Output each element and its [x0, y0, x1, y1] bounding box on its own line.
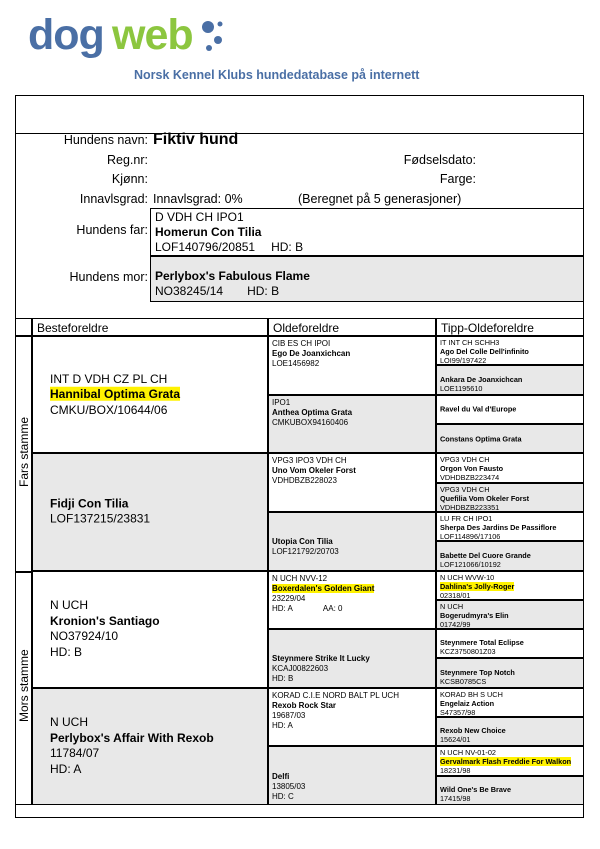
ancestor-reg: NO37924/10 [50, 629, 119, 644]
ancestor-name: Ravel du Val d'Europe [440, 404, 517, 414]
ancestor-hd: HD: A [50, 761, 82, 776]
g3-ancestor-cell[interactable] [436, 541, 584, 570]
ancestor-titles: N UCH [440, 601, 464, 611]
farge-label: Farge: [439, 172, 476, 186]
ancestor-name: Utopia Con Tilia [272, 537, 333, 547]
logo-dog-text: dog [28, 11, 104, 59]
ancestor-aa: AA: 0 [322, 603, 343, 613]
far-titles: D VDH CH IPO1 [155, 210, 244, 224]
pedigree-table [15, 318, 584, 818]
ancestor-name: Gervalmark Flash Freddie For Walkon [440, 757, 572, 767]
ancestor-titles: N UCH NV-01-02 [440, 748, 496, 758]
ancestor-name: Babette Del Cuore Grande [440, 550, 531, 560]
ancestor-name: Orgon Von Fausto [440, 464, 504, 474]
mor-label: Hundens mor: [69, 270, 148, 284]
ancestor-reg: KCSB0785CS [440, 676, 487, 686]
far-hd: HD: B [271, 240, 304, 254]
far-name: Homerun Con Tilia [155, 225, 262, 239]
ancestor-hd: HD: A AA: 0 [272, 603, 343, 613]
g2-ancestor-cell[interactable] [268, 395, 436, 454]
ancestor-name: Bogerudmyra's Elin [440, 610, 509, 620]
ancestor-titles: N UCH [50, 598, 88, 613]
ancestor-name: Anthea Optima Grata [272, 407, 353, 417]
ancestor-reg: LOE1456982 [272, 359, 320, 368]
header-g1: Besteforeldre [32, 318, 268, 336]
ancestor-reg: 19687/03 [272, 710, 306, 720]
g3-ancestor-cell[interactable] [436, 365, 584, 394]
ancestor-hd: HD: B [50, 644, 83, 659]
g3-ancestor-cell[interactable] [436, 512, 584, 541]
ancestor-titles: VPG3 VDH CH [440, 455, 490, 465]
ancestor-name: Sherpa Des Jardins De Passiflore [440, 522, 557, 532]
mor-hd: HD: B [247, 284, 280, 298]
ancestor-hd: HD: C [272, 791, 294, 801]
ancestor-reg: 02318/01 [440, 590, 471, 600]
g1-ancestor-cell[interactable] [32, 688, 268, 805]
dog-name: Fiktiv hund [153, 131, 239, 148]
g2-ancestor-cell[interactable] [268, 336, 436, 395]
g3-ancestor-cell[interactable] [436, 453, 584, 482]
g1-ancestor-cell[interactable] [32, 571, 268, 688]
g3-ancestor-cell[interactable] [436, 776, 584, 805]
ancestor-reg: CMKUBOX94160406 [272, 417, 349, 427]
ancestor-titles: KORAD C.I.E NORD BALT PL UCH [272, 690, 399, 700]
far-label: Hundens far: [76, 223, 148, 237]
g3-ancestor-cell[interactable] [436, 688, 584, 717]
ancestor-titles: N UCH NVV-12 [272, 573, 328, 583]
ancestor-name: Ankara De Joanxichcan [440, 374, 523, 384]
ancestor-titles: LU FR CH IPO1 [440, 513, 493, 523]
innavl-label: Innavlsgrad: [79, 192, 148, 206]
ancestor-reg: LOF121066/10192 [440, 559, 501, 569]
ancestor-titles: KORAD BH S UCH [440, 689, 503, 699]
g3-ancestor-cell[interactable] [436, 629, 584, 658]
kjonn-label: Kjønn: [111, 172, 148, 186]
ancestor-titles: N UCH WVW-10 [440, 572, 495, 582]
ancestor-reg: LOF114896/17106 [440, 531, 501, 541]
ancestor-titles: IT INT CH SCHH3 [440, 338, 500, 347]
innavl-note: (Beregnet på 5 generasjoner) [298, 192, 462, 206]
g3-ancestor-cell[interactable] [436, 717, 584, 746]
ancestor-reg: VDHDBZB228023 [272, 476, 337, 486]
ancestor-name: Steynmere Top Notch [440, 667, 515, 677]
ancestor-name: Engelaiz Action [440, 698, 495, 708]
far-box[interactable] [150, 208, 584, 256]
ancestor-reg: VDHDBZB223474 [440, 473, 500, 483]
g2-ancestor-cell[interactable] [268, 512, 436, 571]
g3-ancestor-cell[interactable] [436, 600, 584, 629]
ancestor-titles: N UCH [50, 715, 88, 730]
logo-web-text: web [112, 11, 193, 59]
side-mor-cell [15, 572, 32, 805]
g2-ancestor-cell[interactable] [268, 629, 436, 688]
ancestor-titles: IPO1 [272, 397, 291, 407]
ancestor-reg: 17415/98 [440, 794, 471, 804]
ancestor-reg: 18231/98 [440, 766, 471, 776]
g3-ancestor-cell[interactable] [436, 336, 584, 365]
g2-ancestor-cell[interactable] [268, 571, 436, 630]
ancestor-reg: 15624/01 [440, 735, 471, 745]
name-label: Hundens navn: [63, 133, 148, 147]
g2-ancestor-cell[interactable] [268, 746, 436, 805]
ancestor-titles: CIB ES CH IPOI [272, 339, 331, 348]
ancestor-reg: 13805/03 [272, 781, 306, 791]
ancestor-reg: LOF121792/20703 [272, 547, 339, 557]
ancestor-name: Kronion's Santiago [50, 613, 160, 628]
ancestor-reg: 11784/07 [50, 746, 100, 761]
logo-dots-icon [200, 18, 250, 58]
ancestor-name: Wild One's Be Brave [440, 785, 512, 795]
ancestor-hd: HD: B [272, 674, 294, 684]
ancestor-name: Fidji Con Tilia [50, 496, 129, 511]
ancestor-hd: HD: A [272, 720, 293, 730]
mor-box[interactable] [150, 256, 584, 302]
g3-ancestor-cell[interactable] [436, 395, 584, 424]
g3-ancestor-cell[interactable] [436, 571, 584, 600]
g3-ancestor-cell[interactable] [436, 658, 584, 687]
regnr-label: Reg.nr: [107, 153, 148, 167]
ancestor-reg: LOE1195610 [440, 383, 483, 393]
ancestor-reg: KCAJ00822603 [272, 664, 329, 674]
ancestor-name: Ego De Joanxichcan [272, 349, 351, 358]
side-far-cell [15, 336, 32, 572]
ancestor-reg: LOF137215/23831 [50, 511, 151, 526]
ancestor-reg: 23229/04 [272, 593, 306, 603]
side-far-label: Fars stamme [17, 416, 31, 487]
g3-ancestor-cell[interactable] [436, 424, 584, 453]
ancestor-reg: S47357/98 [440, 707, 476, 717]
ancestor-titles: INT D VDH CZ PL CH [50, 371, 168, 386]
ancestor-hd [440, 803, 580, 805]
ancestor-name: Dahlina's Jolly-Roger [440, 581, 515, 591]
g2-ancestor-cell[interactable] [268, 688, 436, 747]
g1-ancestor-cell[interactable] [32, 453, 268, 570]
ancestor-name: Perlybox's Affair With Rexob [50, 730, 214, 745]
mor-reg: NO38245/14 [155, 284, 224, 298]
innavl-value: Innavlsgrad: 0% [153, 192, 243, 206]
header-g2: Oldeforeldre [268, 318, 436, 336]
ancestor-reg: VDHDBZB223351 [440, 502, 500, 512]
ancestor-titles: VPG3 VDH CH [440, 484, 490, 494]
logo-tagline: Norsk Kennel Klubs hundedatabase på internett [134, 68, 420, 82]
ancestor-name: Steynmere Total Eclipse [440, 638, 524, 648]
ancestor-name: Ago Del Colle Dell'infinito [440, 347, 529, 356]
g3-ancestor-cell[interactable] [436, 483, 584, 512]
ancestor-name: Uno Vom Okeler Forst [272, 466, 356, 476]
far-reg: LOF140796/20851 [155, 240, 256, 254]
ancestor-name: Constans Optima Grata [440, 434, 522, 444]
ancestor-name: Boxerdalen's Golden Giant [272, 583, 375, 593]
g2-ancestor-cell[interactable] [268, 453, 436, 512]
g3-ancestor-cell[interactable] [436, 746, 584, 775]
ancestor-reg: 01742/99 [440, 619, 471, 629]
header-g3: Tipp-Oldeforeldre [436, 318, 584, 336]
header-corner [15, 318, 32, 336]
ancestor-name: Hannibal Optima Grata [50, 386, 181, 401]
g1-ancestor-cell[interactable] [32, 336, 268, 453]
mor-name: Perlybox's Fabulous Flame [155, 269, 310, 283]
ancestor-name: Quefilia Vom Okeler Forst [440, 493, 530, 503]
ancestor-name: Rexob New Choice [440, 726, 506, 736]
ancestor-reg: LOI99/197422 [440, 356, 487, 365]
ancestor-name: Steynmere Strike It Lucky [272, 654, 370, 664]
ancestor-name: Delfi [272, 771, 290, 781]
ancestor-reg: CMKU/BOX/10644/06 [50, 402, 168, 417]
ancestor-reg: KCZ3750801Z03 [440, 647, 496, 657]
fodselsdato-label: Fødselsdato: [403, 153, 476, 167]
side-mor-label: Mors stamme [17, 649, 31, 722]
ancestor-name: Rexob Rock Star [272, 700, 337, 710]
ancestor-titles: VPG3 IPO3 VDH CH [272, 456, 347, 466]
